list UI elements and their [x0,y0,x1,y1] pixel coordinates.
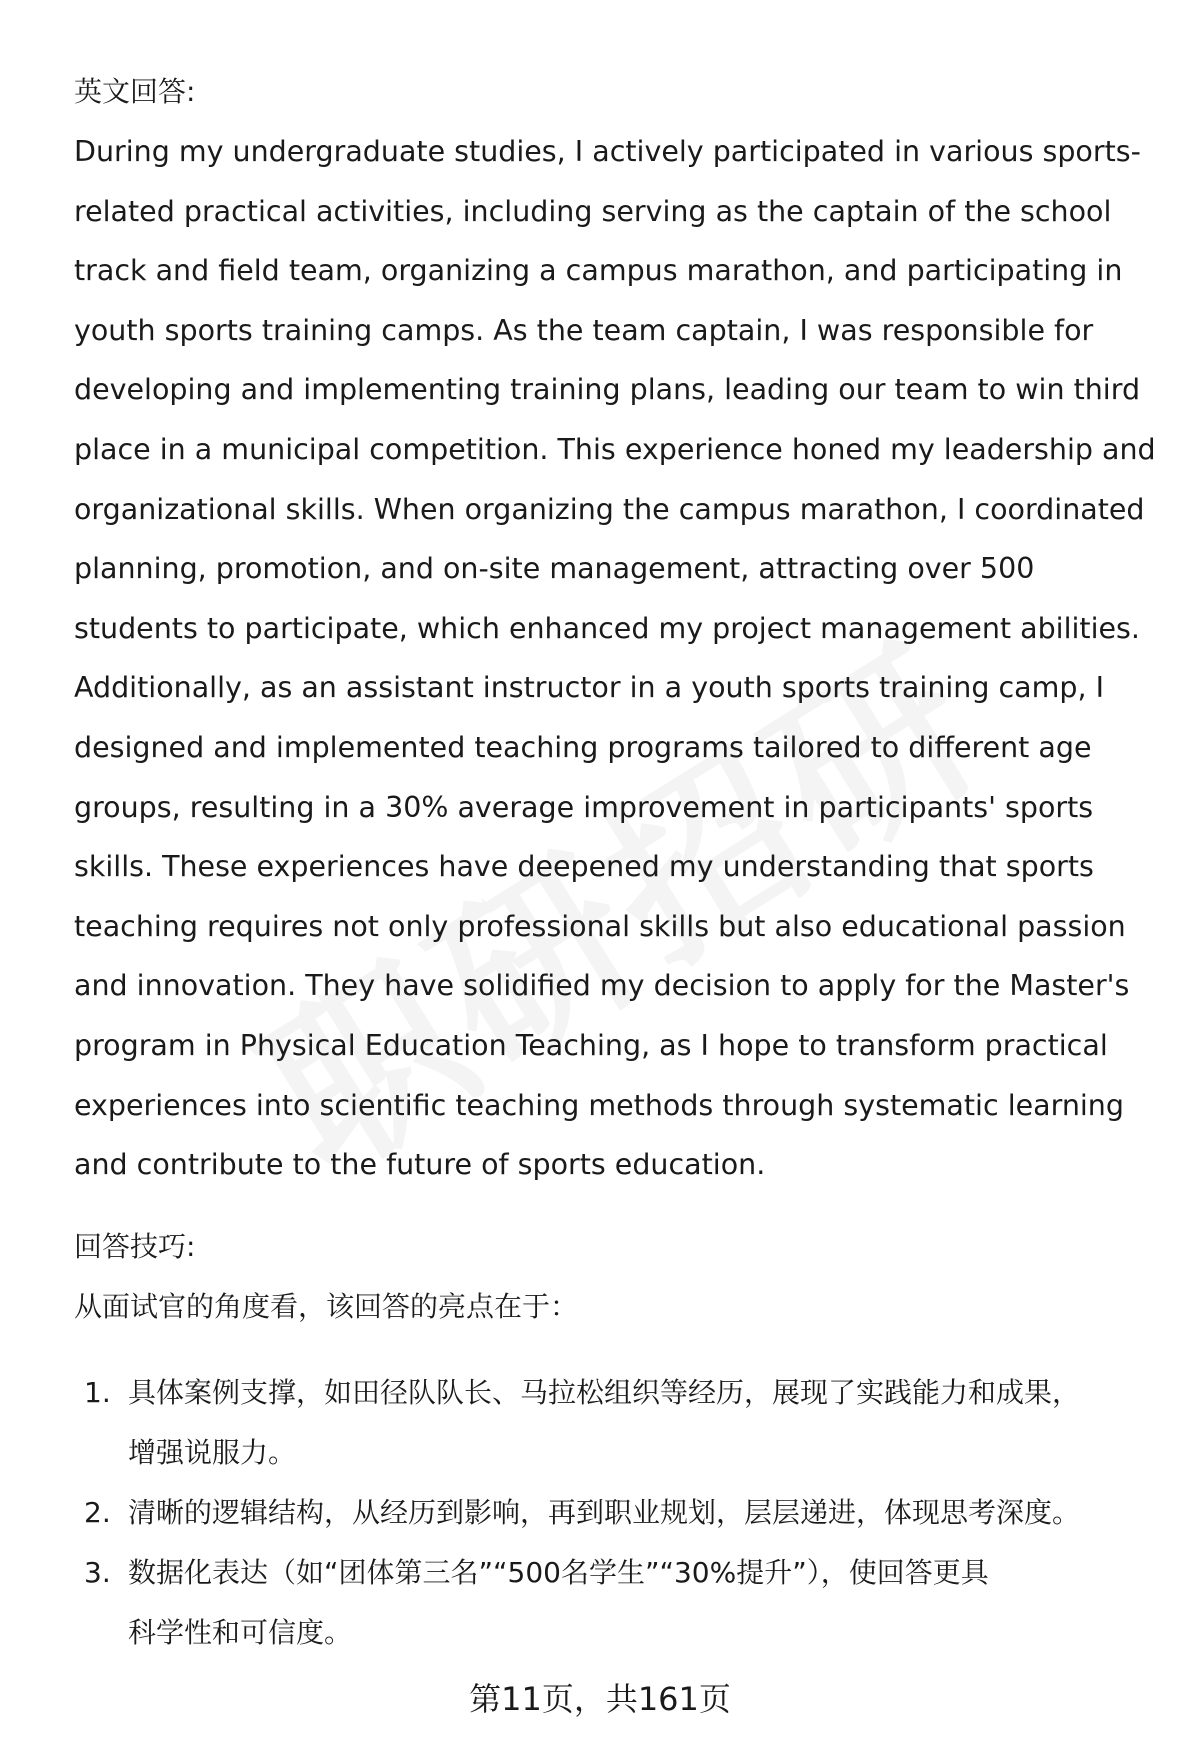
english-answer-paragraph [74,122,1154,1195]
answer-line: experiences into scientific teaching methods through systematic learning [74,1088,1124,1122]
tip-number: 1. [84,1375,111,1409]
answer-line: related practical activities, including serving as the captain of the school [74,194,1112,228]
tip-text-line: 数据化表达（如“团体第三名”“500名学生”“30%提升”），使回答更具 [128,1555,989,1589]
answer-line: planning, promotion, and on-site management, attracting over 500 [74,552,1035,586]
tip-item [74,1483,1154,1543]
tips-label: 回答技巧: [74,1229,196,1263]
answer-line: students to participate, which enhanced my project management abilities. [74,611,1140,645]
answer-line: youth sports training camps. As the team captain, I was responsible for [74,313,1094,347]
tips-list [74,1363,1154,1663]
tip-number: 2. [84,1495,111,1529]
content [74,62,1154,1663]
answer-line: and innovation. They have solidified my decision to apply for the Master's [74,969,1130,1003]
tip-number: 3. [84,1555,111,1589]
tip-text-line: 具体案例支撑，如田径队队长、马拉松组织等经历，展现了实践能力和成果， [128,1375,1081,1409]
answer-line: and contribute to the future of sports education. [74,1148,766,1182]
tip-text-line: 增强说服力。 [128,1435,297,1469]
tip-text-line: 科学性和可信度。 [128,1615,353,1649]
tip-text-line: 清晰的逻辑结构，从经历到影响，再到职业规划，层层递进，体现思考深度。 [128,1495,1081,1529]
tips-intro: 从面试官的角度看，该回答的亮点在于： [74,1289,579,1323]
tip-item [74,1363,1154,1483]
english-answer-label: 英文回答: [74,75,196,108]
answer-line: teaching requires not only professional skills but also educational passion [74,909,1126,943]
answer-line: program in Physical Education Teaching, as I hope to transform practical [74,1028,1108,1062]
answer-line: groups, resulting in a 30% average improvement in participants' sports [74,790,1094,824]
answer-line: place in a municipal competition. This experience honed my leadership and [74,432,1156,466]
answer-line: designed and implemented teaching programs tailored to different age [74,730,1092,764]
tip-item [74,1543,1154,1663]
answer-line: track and field team, organizing a campus marathon, and participating in [74,254,1123,288]
answer-line: developing and implementing training plans, leading our team to win third [74,373,1141,407]
answer-line: skills. These experiences have deepened my understanding that sports [74,850,1094,884]
answer-line: During my undergraduate studies, I actively participated in various sports- [74,135,1141,168]
answer-line: Additionally, as an assistant instructor in a youth sports training camp, I [74,671,1105,705]
page-indicator: 第11页，共161页 [469,1680,731,1718]
answer-line: organizational skills. When organizing the campus marathon, I coordinated [74,492,1145,526]
